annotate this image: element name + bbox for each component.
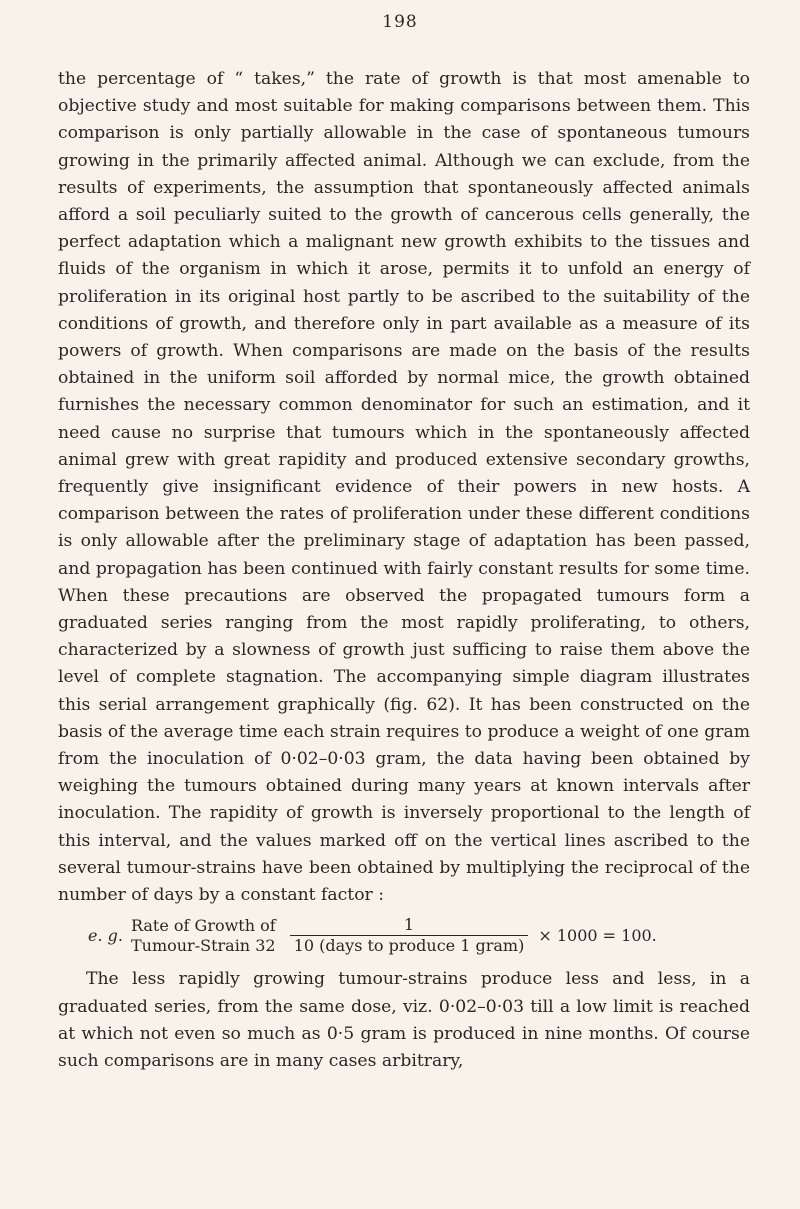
formula-result: × 1000 = 100. xyxy=(538,925,657,945)
formula-label-line2: Tumour-Strain 32 xyxy=(130,935,276,955)
formula-fraction xyxy=(290,915,529,956)
rate-formula xyxy=(88,915,750,956)
paragraph-growth-rate: the percentage of “ takes,” the rate of growth is that most amenable to objective study and most suitable for making comparisons between them. This comparison is only partially allowable in the case of spontaneous tumours growing in the primarily affected animal. Although we can exclude, from the results of experiments, the assumption that spontaneously affected animals afford a soil peculiarly suited to the growth of cancerous cells generally, the perfect adaptation which a malignant new growth exhibits to the tissues and fluids of the organism in which it arose, permits it to unfold an energy of proliferation in its original host partly to be ascribed to the suitability of the conditions of growth, and therefore only in part available as a measure of its powers of growth. When comparisons are made on the basis of the results obtained in the uniform soil afforded by normal mice, the growth obtained furnishes the necessary common denominator for such an estimation, and it need cause no surprise that tumours which in the spontaneously affected animal grew with great rapidity and produced extensive secondary growths, frequently give insignificant evidence of their powers in new hosts. A comparison between the rates of proliferation under these different conditions is only allowable after the preliminary stage of adaptation has been passed, and propagation has been continued with fairly constant results for some time. When these precautions are observed the propagated tumours form a graduated series ranging from the most rapidly proliferating, to others, characterized by a slowness of growth just sufficing to raise them above the level of complete stagnation. The accompanying simple diagram illustrates this serial arrangement graphically (fig. 62). It has been constructed on the basis of the average time each strain requires to produce a weight of one gram from the inoculation of 0·02–0·03 gram, the data having been obtained by weighing the tumours obtained during many years at known intervals after inoculation. The rapidity of growth is inversely proportional to the length of this interval, and the values marked off on the vertical lines ascribed to the several tumour-strains have been obtained by multiplying the reciprocal of the number of days by a constant factor : xyxy=(58,69,750,906)
formula-label xyxy=(131,916,276,956)
formula-numerator: 1 xyxy=(403,915,415,935)
paragraph-less-rapid: The less rapidly growing tumour-strains produce less and less, in a graduated series, from the same dose, viz. 0·02–0·03 till a low limit is reached at which not even so much as 0·5 gram is produced in nine months. Of course such comparisons are in many cases arbitrary, xyxy=(58,969,750,1071)
page-number: 198 xyxy=(382,12,418,32)
formula-label-line1: Rate of Growth of xyxy=(130,915,276,935)
formula-denominator: 10 (days to produce 1 gram) xyxy=(290,935,529,956)
formula-prefix: e. g. xyxy=(88,925,123,945)
